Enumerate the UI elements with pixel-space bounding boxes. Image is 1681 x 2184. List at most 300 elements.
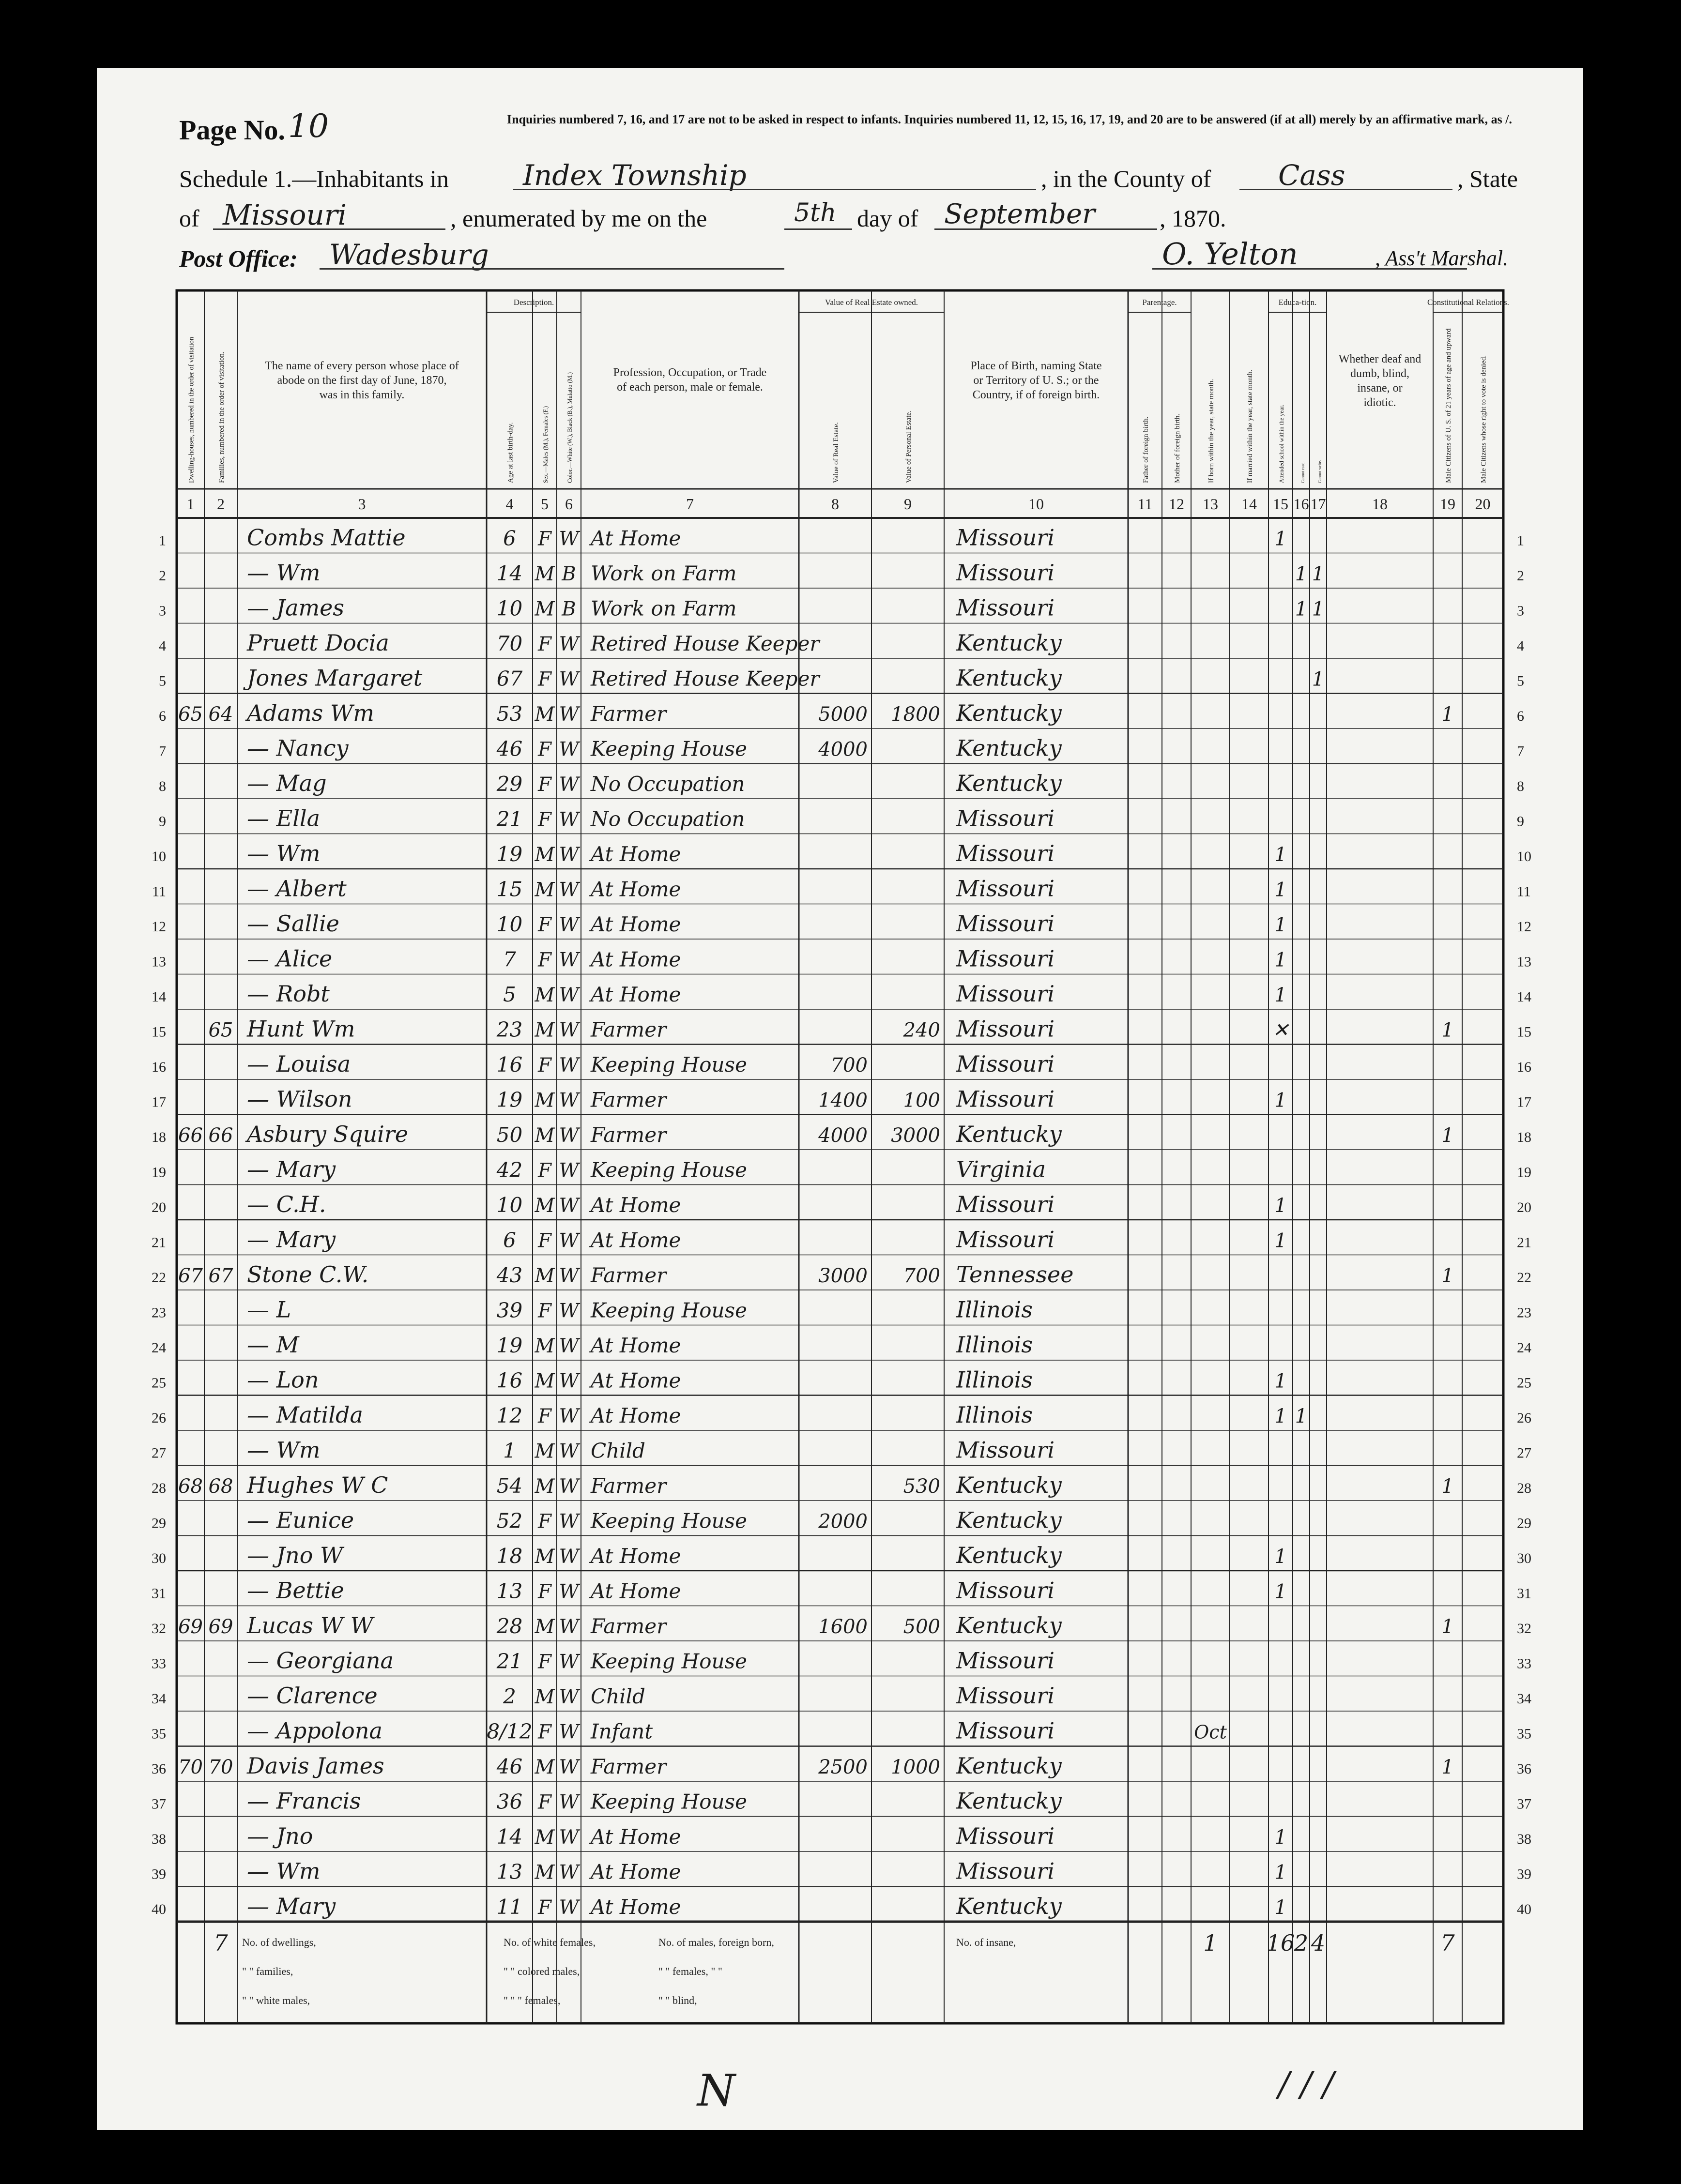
sex-value: M — [535, 984, 555, 1006]
line-number-left: 19 — [152, 1164, 166, 1181]
real-estate-value: 5000 — [818, 703, 868, 726]
color-value: W — [559, 1335, 579, 1357]
person-name: — Eunice — [247, 1507, 354, 1533]
scan-edge — [1583, 0, 1681, 2184]
age-value: 6 — [503, 526, 516, 550]
personal-estate-value: 700 — [903, 1265, 940, 1287]
color-value: W — [559, 1580, 579, 1603]
age-value: 19 — [496, 1088, 523, 1112]
person-name: — Nancy — [247, 735, 349, 761]
person-name: — Wm — [247, 1437, 321, 1463]
age-value: 10 — [496, 596, 523, 621]
column-number-12: 12 — [1169, 495, 1184, 513]
sex-value: M — [535, 1826, 555, 1849]
age-value: 10 — [496, 912, 523, 936]
column-number-9: 9 — [904, 495, 912, 513]
summary-foreign-females-label: " " females, " " — [658, 1965, 722, 1977]
description-group-header: Description. — [513, 298, 554, 307]
line-number-right: 14 — [1517, 989, 1531, 1005]
tally-school: 16 — [1266, 1930, 1295, 1956]
summary-blind-label: " " blind, — [658, 1994, 697, 2006]
line-number-right: 28 — [1517, 1480, 1531, 1496]
person-name: — Georgiana — [247, 1647, 394, 1674]
post-office-value: Wadesburg — [329, 238, 489, 271]
color-value: B — [562, 598, 576, 621]
birthplace-value: Kentucky — [956, 770, 1062, 796]
line-number-right: 22 — [1517, 1270, 1531, 1286]
summary-dwellings-label: No. of dwellings, — [242, 1936, 316, 1948]
real-estate-value: 700 — [830, 1054, 868, 1077]
age-value: 18 — [496, 1544, 523, 1568]
age-value: 5 — [503, 983, 516, 1006]
line-number-right: 34 — [1517, 1691, 1531, 1707]
county-label: , in the County of — [1041, 165, 1211, 192]
occupation-value: Child — [591, 1684, 645, 1708]
summary-foreign-males-label: No. of males, foreign born, — [658, 1936, 774, 1948]
color-value: W — [559, 808, 579, 831]
line-number-right: 5 — [1517, 673, 1524, 689]
summary-females-label: " " " females, — [504, 1994, 561, 2006]
color-value: W — [559, 1195, 579, 1217]
column-number-4: 4 — [505, 495, 514, 513]
color-value: W — [559, 528, 579, 550]
column-number-8: 8 — [831, 495, 839, 513]
person-name: — Mary — [247, 1156, 336, 1183]
family-number: 66 — [208, 1124, 233, 1147]
person-name: — Louisa — [247, 1051, 351, 1077]
color-value: W — [559, 1826, 579, 1849]
line-number-left: 35 — [152, 1726, 166, 1742]
occupation-value: At Home — [591, 1860, 681, 1884]
line-number-left: 4 — [159, 638, 166, 654]
line-number-right: 19 — [1517, 1164, 1531, 1181]
line-number-left: 9 — [159, 813, 166, 830]
family-number: 68 — [208, 1475, 233, 1498]
summary-families-label: " " families, — [242, 1965, 293, 1977]
person-name: — Jno — [247, 1823, 313, 1849]
school-mark: 1 — [1274, 914, 1287, 936]
color-value: W — [559, 984, 579, 1006]
line-number-left: 24 — [152, 1340, 166, 1356]
sex-value: F — [538, 1229, 551, 1252]
sex-value: F — [538, 1054, 551, 1077]
line-number-right: 15 — [1517, 1024, 1531, 1040]
column-number-5: 5 — [541, 495, 549, 513]
color-value: W — [559, 1124, 579, 1147]
dwelling-number: 66 — [178, 1124, 203, 1147]
school-mark: 1 — [1274, 1826, 1287, 1849]
school-mark: 1 — [1274, 1195, 1287, 1217]
year-label: , 1870. — [1160, 205, 1226, 232]
sex-value: M — [535, 844, 555, 866]
occupation-value: At Home — [591, 1825, 681, 1849]
occupation-value: Child — [591, 1439, 645, 1463]
birthplace-value: Missouri — [956, 875, 1055, 902]
line-number-right: 38 — [1517, 1831, 1531, 1847]
dwelling-number: 65 — [178, 703, 203, 726]
line-number-left: 11 — [152, 883, 166, 900]
color-value: W — [559, 1756, 579, 1778]
census-page — [97, 68, 1583, 2130]
birth-month-value: Oct — [1194, 1721, 1227, 1743]
school-mark: 1 — [1274, 1370, 1287, 1393]
column-number-18: 18 — [1372, 495, 1388, 513]
birthplace-value: Kentucky — [956, 1472, 1062, 1498]
age-value: 14 — [496, 1825, 523, 1849]
line-number-left: 16 — [152, 1059, 166, 1075]
color-value: W — [559, 1405, 579, 1427]
occupation-value: No Occupation — [591, 772, 745, 796]
county-value: Cass — [1278, 159, 1345, 192]
birthplace-value: Kentucky — [956, 1507, 1062, 1533]
occupation-value: Retired House Keeper — [591, 632, 820, 655]
line-number-left: 7 — [159, 743, 166, 759]
occupation-value: At Home — [591, 1334, 681, 1357]
person-name: — Lon — [247, 1366, 319, 1393]
color-value: W — [559, 774, 579, 796]
occupation-value: Work on Farm — [591, 596, 737, 621]
sex-value: F — [538, 1159, 551, 1182]
color-value: W — [559, 1791, 579, 1814]
line-number-right: 23 — [1517, 1304, 1531, 1321]
line-number-right: 7 — [1517, 743, 1524, 759]
real-estate-value: 4000 — [818, 1124, 868, 1147]
sex-value: F — [538, 774, 551, 796]
column-header-17: Cannot write. — [1317, 460, 1322, 483]
occupation-value: Keeping House — [591, 1509, 747, 1533]
column-header-18: Whether deaf and dumb, blind, insane, or idiotic. — [1338, 353, 1421, 409]
birthplace-value: Missouri — [956, 524, 1055, 551]
birthplace-value: Missouri — [956, 1226, 1055, 1253]
sex-value: F — [538, 1300, 551, 1322]
line-number-right: 4 — [1517, 638, 1524, 654]
color-value: W — [559, 1440, 579, 1463]
age-value: 16 — [496, 1368, 523, 1393]
line-number-left: 28 — [152, 1480, 166, 1496]
school-mark: 1 — [1274, 1896, 1287, 1919]
school-mark: 1 — [1274, 528, 1287, 550]
age-value: 70 — [496, 632, 523, 655]
color-value: W — [559, 914, 579, 936]
age-value: 19 — [496, 1334, 523, 1357]
column-number-6: 6 — [565, 495, 573, 513]
color-value: W — [559, 668, 579, 691]
tally-cannot-read: 2 — [1294, 1930, 1309, 1956]
age-value: 12 — [496, 1404, 523, 1427]
summary-insane-label: No. of insane, — [956, 1936, 1016, 1948]
color-value: W — [559, 1896, 579, 1919]
birthplace-value: Kentucky — [956, 1893, 1062, 1919]
line-number-right: 37 — [1517, 1796, 1531, 1812]
sex-value: M — [535, 1546, 555, 1568]
line-number-left: 40 — [152, 1901, 166, 1917]
post-office-label: Post Office: — [179, 245, 298, 272]
birthplace-value: Missouri — [956, 1858, 1055, 1884]
age-value: 6 — [503, 1228, 516, 1252]
color-value: W — [559, 1510, 579, 1533]
sex-value: M — [535, 703, 555, 726]
person-name: — Clarence — [247, 1683, 378, 1709]
sex-value: F — [538, 1405, 551, 1427]
line-number-right: 32 — [1517, 1621, 1531, 1637]
occupation-value: At Home — [591, 983, 681, 1006]
citizen-mark: 1 — [1441, 1475, 1454, 1498]
column-header-10: Place of Birth, naming State or Territory of U. S.; or the Country, if of foreign birth. — [970, 360, 1102, 401]
occupation-value: Farmer — [591, 1123, 667, 1147]
age-value: 13 — [496, 1579, 523, 1603]
line-number-right: 35 — [1517, 1726, 1531, 1742]
age-value: 36 — [496, 1790, 523, 1814]
sex-value: M — [535, 1475, 555, 1498]
birthplace-value: Tennessee — [956, 1261, 1074, 1288]
sex-value: M — [535, 1861, 555, 1884]
line-number-right: 18 — [1517, 1129, 1531, 1145]
birthplace-value: Kentucky — [956, 1612, 1062, 1638]
age-value: 50 — [496, 1123, 523, 1147]
person-name: — Wm — [247, 1858, 321, 1884]
column-number-7: 7 — [686, 495, 694, 513]
sex-value: F — [538, 914, 551, 936]
color-value: W — [559, 1089, 579, 1112]
line-number-left: 1 — [159, 532, 166, 549]
column-header-9: Value of Personal Estate. — [905, 410, 913, 483]
birthplace-value: Missouri — [956, 1823, 1055, 1849]
line-number-right: 31 — [1517, 1585, 1531, 1602]
occupation-value: No Occupation — [591, 807, 745, 831]
column-header-13: If born within the year, state month. — [1207, 379, 1215, 483]
sex-value: M — [535, 1195, 555, 1217]
color-value: B — [562, 563, 576, 585]
age-value: 15 — [496, 877, 523, 901]
occupation-value: Farmer — [591, 1263, 667, 1287]
person-name: Adams Wm — [247, 700, 374, 726]
dwelling-number: 70 — [178, 1756, 203, 1778]
line-number-left: 39 — [152, 1866, 166, 1882]
person-name: Jones Margaret — [247, 665, 423, 691]
occupation-value: Keeping House — [591, 1649, 747, 1673]
birthplace-value: Kentucky — [956, 700, 1062, 726]
school-mark: 1 — [1274, 879, 1287, 901]
line-number-right: 27 — [1517, 1445, 1531, 1461]
age-value: 53 — [496, 702, 523, 726]
citizen-mark: 1 — [1441, 1124, 1454, 1147]
age-value: 43 — [496, 1263, 523, 1287]
sex-value: F — [538, 808, 551, 831]
color-value: W — [559, 1019, 579, 1042]
column-number-19: 19 — [1440, 495, 1455, 513]
person-name: — Wm — [247, 840, 321, 866]
cannot-read-mark: 1 — [1295, 1405, 1308, 1427]
occupation-value: Keeping House — [591, 737, 747, 761]
birthplace-value: Kentucky — [956, 1542, 1062, 1568]
line-number-right: 24 — [1517, 1340, 1531, 1356]
line-number-left: 26 — [152, 1410, 166, 1426]
school-mark: 1 — [1274, 984, 1287, 1006]
state-label: , State — [1457, 165, 1518, 192]
person-name: — Bettie — [247, 1577, 344, 1604]
line-number-left: 30 — [152, 1550, 166, 1566]
marshal-label: , Ass't Marshal. — [1375, 246, 1509, 270]
line-number-left: 3 — [159, 603, 166, 619]
person-name: Combs Mattie — [247, 524, 406, 551]
birthplace-value: Kentucky — [956, 1753, 1062, 1779]
birthplace-value: Missouri — [956, 1191, 1055, 1217]
column-header-15: Attended school within the year. — [1278, 404, 1285, 483]
age-value: 42 — [496, 1158, 523, 1182]
sex-value: M — [535, 1370, 555, 1393]
person-name: — Ella — [247, 805, 321, 832]
age-value: 16 — [496, 1053, 523, 1077]
family-number: 69 — [208, 1616, 233, 1638]
color-value: W — [559, 1229, 579, 1252]
line-number-right: 17 — [1517, 1094, 1531, 1110]
age-value: 21 — [496, 807, 523, 831]
age-value: 54 — [496, 1474, 523, 1498]
line-number-left: 27 — [152, 1445, 166, 1461]
column-number-1: 1 — [186, 495, 195, 513]
age-value: 7 — [503, 947, 516, 971]
birthplace-value: Illinois — [956, 1332, 1033, 1358]
line-number-right: 26 — [1517, 1410, 1531, 1426]
column-header-2: Families, numbered in the order of visitation. — [218, 351, 226, 483]
occupation-value: At Home — [591, 947, 681, 971]
occupation-value: Keeping House — [591, 1158, 747, 1182]
column-number-13: 13 — [1203, 495, 1218, 513]
line-number-right: 8 — [1517, 778, 1524, 794]
line-number-left: 20 — [152, 1199, 166, 1215]
sex-value: F — [538, 668, 551, 691]
sex-value: F — [538, 633, 551, 655]
color-value: W — [559, 1686, 579, 1708]
birthplace-value: Kentucky — [956, 630, 1062, 656]
sex-value: F — [538, 528, 551, 550]
color-value: W — [559, 1370, 579, 1393]
family-number: 67 — [208, 1265, 233, 1287]
birthplace-value: Missouri — [956, 1051, 1055, 1077]
cannot-write-mark: 1 — [1312, 598, 1325, 621]
summary-white-females-label: No. of white females, — [504, 1936, 596, 1948]
column-number-14: 14 — [1241, 495, 1257, 513]
summary-colored-males-label: " " colored males, — [504, 1965, 580, 1977]
line-number-left: 33 — [152, 1655, 166, 1672]
line-number-left: 14 — [152, 989, 166, 1005]
color-value: W — [559, 1475, 579, 1498]
birthplace-value: Missouri — [956, 1016, 1055, 1042]
age-value: 13 — [496, 1860, 523, 1884]
school-mark: 1 — [1274, 1229, 1287, 1252]
personal-estate-value: 1800 — [891, 703, 940, 726]
occupation-value: At Home — [591, 912, 681, 936]
person-name: — Wilson — [247, 1086, 352, 1112]
citizen-mark: 1 — [1441, 1616, 1454, 1638]
birthplace-value: Kentucky — [956, 665, 1062, 691]
sex-value: M — [535, 1265, 555, 1287]
line-number-right: 12 — [1517, 919, 1531, 935]
family-number: 65 — [208, 1019, 233, 1042]
line-number-left: 31 — [152, 1585, 166, 1602]
real-estate-value: 3000 — [818, 1265, 868, 1287]
personal-estate-value: 240 — [903, 1019, 940, 1042]
birthplace-value: Missouri — [956, 945, 1055, 972]
column-number-11: 11 — [1137, 495, 1153, 513]
occupation-value: At Home — [591, 1579, 681, 1603]
color-value: W — [559, 738, 579, 761]
day-value: 5th — [794, 198, 837, 228]
citizen-mark: 1 — [1441, 703, 1454, 726]
sex-value: F — [538, 1791, 551, 1814]
sex-value: M — [535, 1019, 555, 1042]
occupation-value: Farmer — [591, 1017, 667, 1042]
column-header-14: If married within the year, state month. — [1246, 369, 1254, 483]
person-name: Pruett Docia — [247, 630, 389, 656]
real-estate-value: 2000 — [818, 1510, 868, 1533]
color-value: W — [559, 1651, 579, 1673]
tally-born-in-year: 1 — [1203, 1930, 1218, 1956]
age-value: 8/12 — [487, 1719, 533, 1744]
personal-estate-value: 100 — [903, 1089, 940, 1112]
color-value: W — [559, 1616, 579, 1638]
personal-estate-value: 1000 — [891, 1756, 940, 1778]
sex-value: M — [535, 879, 555, 901]
line-number-left: 15 — [152, 1024, 166, 1040]
line-number-left: 21 — [152, 1234, 166, 1251]
person-name: — Sallie — [247, 910, 339, 937]
column-header-1: Dwelling-houses, numbered in the order of visitation — [187, 337, 196, 483]
line-number-left: 25 — [152, 1375, 166, 1391]
birthplace-value: Illinois — [956, 1366, 1033, 1393]
column-number-2: 2 — [217, 495, 225, 513]
line-number-left: 5 — [159, 673, 166, 689]
sex-value: F — [538, 1651, 551, 1673]
township-value: Index Township — [523, 159, 747, 192]
occupation-value: At Home — [591, 1368, 681, 1393]
dwelling-number: 68 — [178, 1475, 203, 1498]
column-header-16: Cannot read. — [1300, 461, 1305, 483]
line-number-right: 16 — [1517, 1059, 1531, 1075]
person-name: — Mag — [247, 770, 327, 796]
instruction-note: Inquiries numbered 7, 16, and 17 are not to be asked in respect to infants. Inquiries numbered 11, 12, 15, 16, 17, 19, and 20 are to be answered (if at all) merely by an affirmative mark, as /. — [507, 112, 1512, 126]
column-header-3: The name of every person whose place of abode on the first day of June, 1870, was in this family. — [265, 360, 459, 401]
sex-value: F — [538, 1580, 551, 1603]
tally-cannot-write: 4 — [1311, 1930, 1326, 1956]
line-number-left: 8 — [159, 778, 166, 794]
occupation-value: Work on Farm — [591, 561, 737, 585]
birthplace-value: Missouri — [956, 1647, 1055, 1674]
family-number: 64 — [208, 703, 233, 726]
sex-value: F — [538, 738, 551, 761]
age-value: 29 — [496, 772, 523, 796]
line-number-right: 33 — [1517, 1655, 1531, 1672]
line-number-right: 29 — [1517, 1515, 1531, 1532]
age-value: 67 — [496, 667, 523, 691]
birthplace-value: Missouri — [956, 1577, 1055, 1604]
birthplace-value: Missouri — [956, 1717, 1055, 1744]
column-header-7: Profession, Occupation, or Trade of each person, male or female. — [613, 366, 767, 394]
line-number-left: 36 — [152, 1761, 166, 1777]
census-table — [97, 68, 1583, 2130]
occupation-value: Farmer — [591, 1755, 667, 1778]
line-number-right: 3 — [1517, 603, 1524, 619]
real-estate-value: 4000 — [818, 738, 868, 761]
cannot-read-mark: 1 — [1295, 563, 1308, 585]
color-value: W — [559, 879, 579, 901]
birthplace-value: Kentucky — [956, 735, 1062, 761]
line-number-right: 6 — [1517, 708, 1524, 724]
sex-value: M — [535, 1616, 555, 1638]
personal-estate-value: 3000 — [891, 1124, 940, 1147]
color-value: W — [559, 703, 579, 726]
tally-citizens: 7 — [1440, 1930, 1455, 1956]
